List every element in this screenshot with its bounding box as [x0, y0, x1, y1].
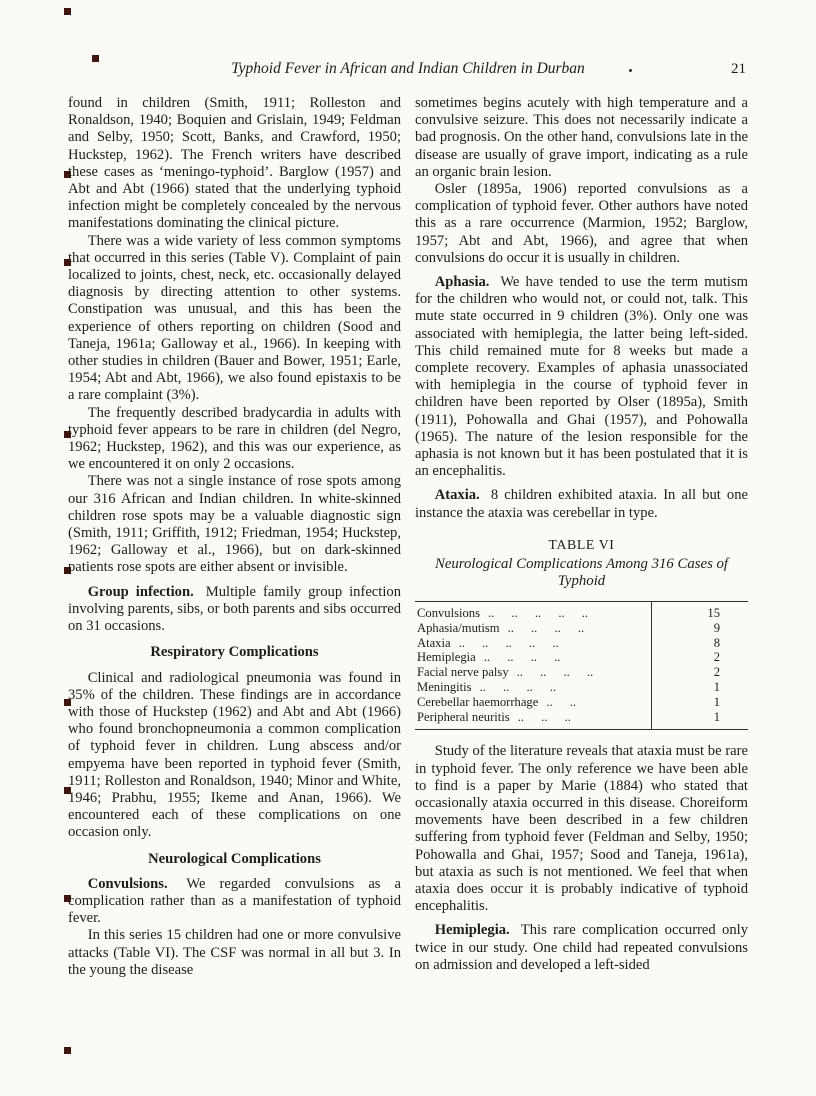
row-label: Convulsions — [417, 606, 480, 621]
paragraph: There was not a single instance of rose spots among our 316 African and Indian children. In white-skinned children rose spots may be a valuable diagnostic sign (Smith, 1911; Griffith, 1912; Friedman, 1954; Huckstep, 1962; Galloway et al., 1966), but on dark-skinned patients rose spots are either absent or invisible. — [68, 473, 401, 576]
row-label: Cerebellar haemorrhage — [417, 694, 539, 709]
row-value: 1 — [713, 709, 720, 724]
table-vertical-rule — [651, 602, 652, 729]
two-column-body — [68, 95, 748, 979]
paragraph: Osler (1895a, 1906) reported convulsions as a complication of typhoid fever. Other authors have noted this as a rare occurrence (Marmion, 1952; Barglow, 1957; Abt and Abt, 1966), and agree that when convulsions do occur it is usually in children. — [415, 181, 748, 266]
paragraph: Study of the literature reveals that ataxia must be rare in typhoid fever. The only reference we have been able to find is a paper by Marie (1884) who stated that occasionally ataxia occurred in this disease. Choreiform movements have been described in a few children suffering from typhoid fever (Feldman and Selby, 1950; Pohowalla and Ghai, 1957; Sood and Taneja, 1961a), but ataxia as such is not mentioned. We feel that when ataxia does occur it is probably indicative of typhoid encephalitis. — [415, 743, 748, 915]
paragraph-lead: Aphasia. — [434, 274, 490, 291]
paragraph — [415, 487, 748, 521]
row-label: Facial nerve palsy — [417, 665, 509, 680]
table-row — [417, 695, 748, 710]
row-dot-leaders: .. .. .. .. — [479, 680, 557, 695]
row-dot-leaders: .. .. .. .. — [483, 650, 561, 665]
paragraph: There was a wide variety of less common symptoms that occurred in this series (Table V). Complaint of pain localized to joints, chest, neck, etc. occasionally delayed diagnosis by directing attention to other systems. Constipation was unusual, and this has been the experience of others reporting on children (Sood and Taneja, 1961a; Galloway et al., 1966). In keeping with other studies in children (Bauer and Bower, 1951; Earle, 1954; Abt and Abt, 1966), we also found epistaxis to be a rare complaint (3%). — [68, 232, 401, 404]
paragraph — [415, 274, 748, 480]
paragraph-lead: Convulsions. — [87, 875, 168, 892]
table-row — [417, 606, 748, 621]
paragraph: found in children (Smith, 1911; Rolleston and Ronaldson, 1940; Boquien and Grislain, 1949; Feldman and Selby, 1950; Scott, Banks, and Crawford, 1950; Huckstep, 1962). The French writers have described these cases as ‘meningo-typhoid’. Barglow (1957) and Abt and Abt (1966) stated that the underlying typhoid infection might be completely concealed by the nervous manifestations dominating the clinical picture. — [68, 95, 401, 232]
paragraph: The frequently described bradycardia in adults with typhoid fever appears to be rare in children (del Negro, 1962; Huckstep, 1962), and this was our experience, as we encountered it on only 2 occasions. — [68, 404, 401, 473]
paragraph-text: 8 children exhibited ataxia. In all but one instance the ataxia was cerebellar in type. — [415, 487, 749, 521]
row-value: 9 — [713, 620, 720, 635]
row-label: Hemiplegia — [417, 650, 476, 665]
paragraph-text: We have tended to use the term mutism for the children who would not, or could not, talk. This mute state occurred in 9 children (3%). Only one was associated with hemiplegia, the latter being left-sided. This child remained mute for 8 weeks but made a complete recovery. Examples of aphasia unassociated with hemiplegia in the course of typhoid fever in children have been reported by Olser (1895a), Smith (1911), Pohowalla and Ghai (1957), and Pohowalla (1965). The nature of the lesion responsible for the aphasia is not known but it has been postulated that it is an encephalitis. — [415, 274, 748, 480]
row-dot-leaders: .. .. .. — [517, 709, 571, 724]
paragraph — [68, 876, 401, 928]
row-dot-leaders: .. .. .. .. — [507, 620, 585, 635]
row-value: 2 — [713, 650, 720, 665]
table-row — [417, 650, 748, 665]
table-caption: TABLE VI — [548, 536, 615, 552]
table-row — [417, 621, 748, 636]
paragraph-lead: Group infection. — [87, 583, 194, 600]
table-vi — [415, 601, 748, 730]
paragraph-lead: Hemiplegia. — [434, 922, 510, 939]
row-value: 1 — [713, 694, 720, 709]
row-value: 1 — [713, 680, 720, 695]
row-label: Aphasia/mutism — [417, 620, 500, 635]
left-column — [68, 95, 401, 979]
paragraph: In this series 15 children had one or more convulsive attacks (Table VI). The CSF was normal in all but 3. In the young the disease — [68, 927, 401, 978]
table-title: Neurological Complications Among 316 Cases of Typhoid — [434, 556, 729, 590]
paragraph-text: Multiple family group infection involving parents, sibs, or both parents and sibs occurred on 31 occasions. — [68, 583, 401, 635]
table-row — [417, 636, 748, 651]
paragraph: Clinical and radiological pneumonia was found in 35% of the children. These findings are in accordance with those of Huckstep (1962) and Abt and Abt (1966) who found bronchopneumonia a common complication of typhoid fever in children. Lung abscess and/or empyema have been reported in typhoid fever (Smith, 1911; Rolleston and Ronaldson, 1940; Minor and White, 1946; Prabhu, 1955; Ikeme and Anan, 1966). We encountered each of these complications on one occasion only. — [68, 669, 401, 841]
row-dot-leaders: .. .. .. .. — [516, 665, 594, 680]
page-number: 21 — [731, 61, 746, 77]
article-title: Typhoid Fever in African and Indian Children in Durban — [231, 60, 585, 77]
paragraph-text: This rare complication occurred only twice in our study. One child had repeated convulsions on admission and developed a left-sided — [415, 922, 748, 973]
table-row — [417, 665, 748, 680]
paragraph-text: We regarded convulsions as a complication rather than as a manifestation of typhoid fever. — [68, 875, 401, 927]
right-column — [415, 95, 748, 979]
paragraph — [68, 584, 401, 636]
paragraph — [415, 922, 748, 974]
row-value: 8 — [713, 635, 720, 650]
running-header — [68, 60, 748, 82]
section-heading-neurological: Neurological Complications — [148, 850, 321, 867]
row-dot-leaders: .. .. .. .. .. — [458, 635, 559, 650]
row-dot-leaders: .. .. — [546, 694, 577, 709]
table-row — [417, 710, 748, 725]
table-row — [417, 680, 748, 695]
row-value: 15 — [707, 606, 720, 621]
paragraph-lead: Ataxia. — [434, 487, 480, 504]
paragraph: sometimes begins acutely with high temperature and a convulsive seizure. This does not necessarily indicate a bad prognosis. On the other hand, convulsions late in the disease are usually of grave import, indicating as a rule an organic brain lesion. — [415, 95, 748, 180]
scan-speck — [629, 69, 632, 72]
row-value: 2 — [713, 665, 720, 680]
section-heading-respiratory: Respiratory Complications — [150, 644, 319, 661]
row-dot-leaders: .. .. .. .. .. — [487, 606, 589, 621]
row-label: Ataxia — [417, 635, 451, 650]
row-label: Meningitis — [417, 680, 472, 695]
row-label: Peripheral neuritis — [417, 709, 510, 724]
